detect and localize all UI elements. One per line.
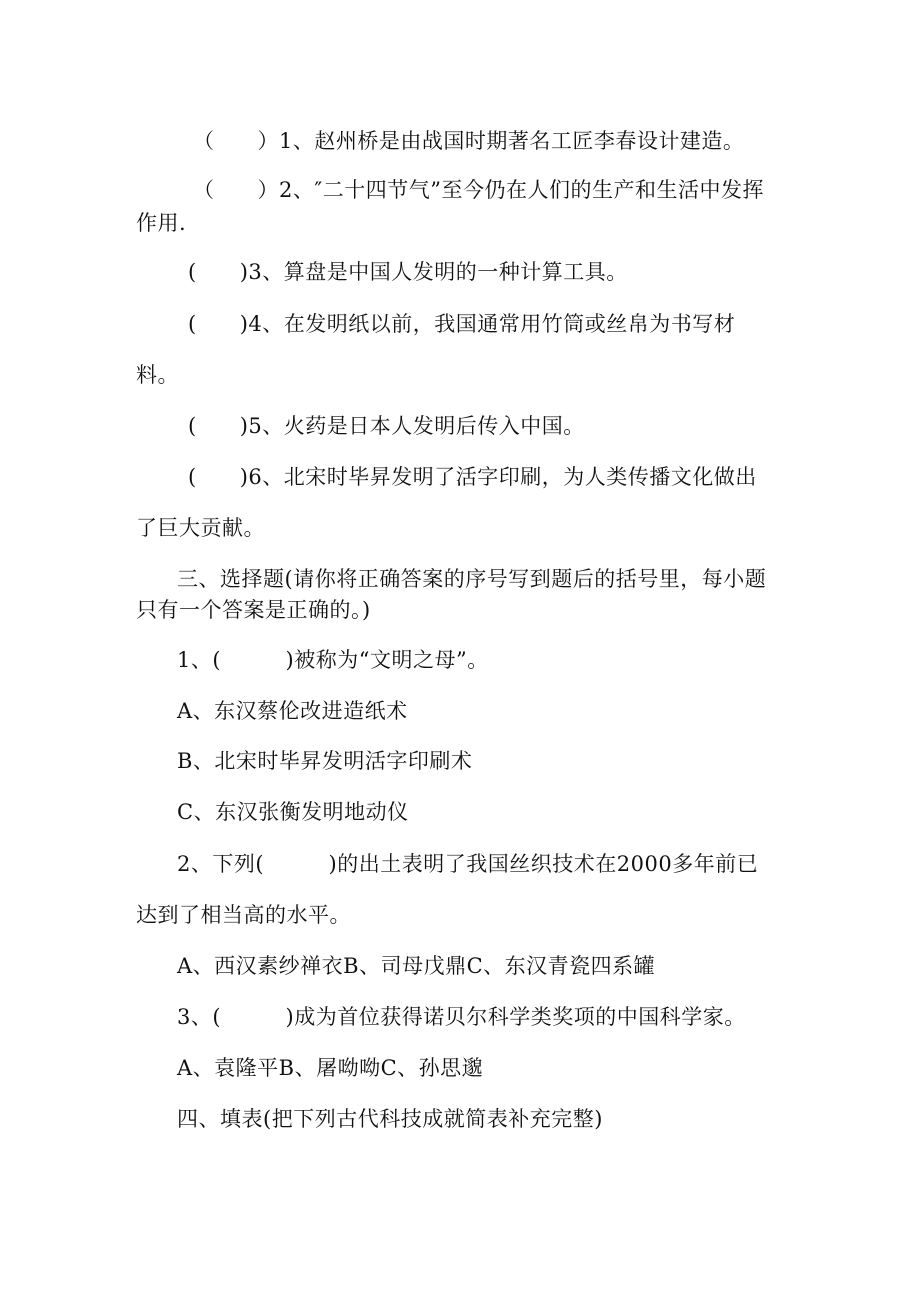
choice-section-heading-line2: 只有一个答案是正确的。) [136, 598, 371, 622]
choice-q2-line2: 达到了相当高的水平。 [136, 903, 351, 927]
choice-section-heading-line1: 三、选择题(请你将正确答案的序号写到题后的括号里，每小题 [177, 567, 767, 591]
choice-q3: 3、( )成为首位获得诺贝尔科学类奖项的中国科学家。 [177, 1005, 746, 1029]
choice-q3-options: A、袁隆平B、屠呦呦C、孙思邈 [177, 1056, 484, 1080]
fill-table-section-heading: 四、填表(把下列古代科技成就简表补充完整) [177, 1107, 603, 1131]
choice-q1: 1、( )被称为“文明之母”。 [177, 648, 489, 672]
choice-q1-option-a: A、东汉蔡伦改进造纸术 [177, 699, 408, 723]
judgment-q4-line1: ( )4、在发明纸以前，我国通常用竹筒或丝帛为书写材 [188, 312, 736, 336]
judgment-q6-line2: 了巨大贡献。 [136, 516, 265, 540]
choice-q2-line1: 2、下列( )的出土表明了我国丝织技术在2000多年前已 [177, 852, 759, 876]
choice-q1-option-b: B、北宋时毕昇发明活字印刷术 [177, 749, 473, 773]
judgment-q3: ( )3、算盘是中国人发明的一种计算工具。 [188, 260, 628, 284]
judgment-q2-line2: 作用. [136, 211, 187, 235]
choice-q1-option-c: C、东汉张衡发明地动仪 [177, 800, 409, 824]
judgment-q4-line2: 料。 [136, 363, 179, 387]
judgment-q1: （ ）1、赵州桥是由战国时期著名工匠李春设计建造。 [193, 129, 745, 153]
judgment-q2-line1: （ ）2、″二十四节气”至今仍在人们的生产和生活中发挥 [193, 178, 764, 202]
judgment-q5: ( )5、火药是日本人发明后传入中国。 [188, 414, 585, 438]
judgment-q6-line1: ( )6、北宋时毕昇发明了活字印刷，为人类传播文化做出 [188, 465, 757, 489]
choice-q2-options: A、西汉素纱禅衣B、司母戊鼎C、东汉青瓷四系罐 [177, 954, 656, 978]
